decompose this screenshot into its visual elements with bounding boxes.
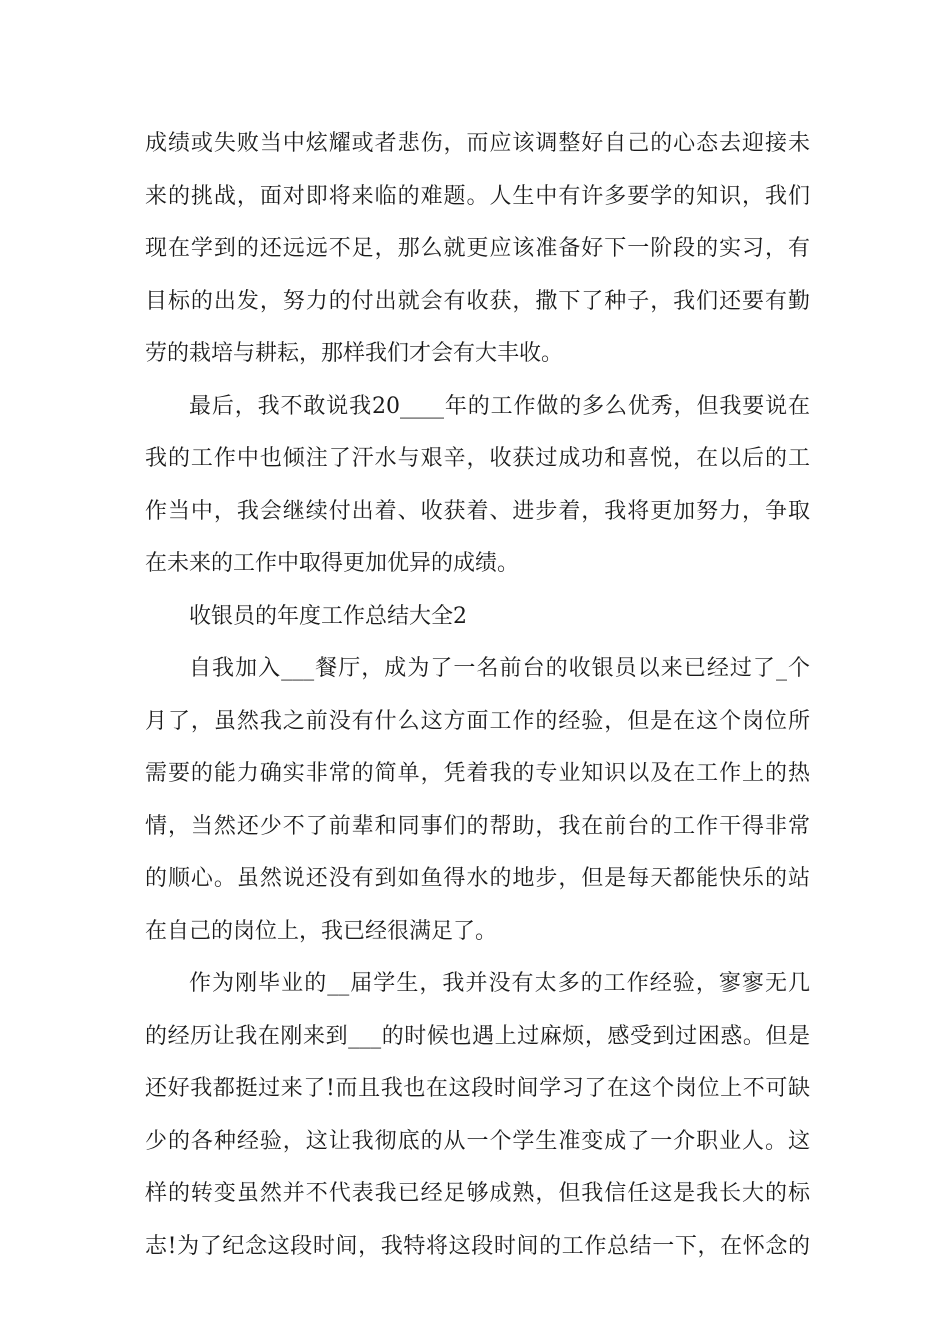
text-line: 我的工作中也倾注了汗水与艰辛，收获过成功和喜悦，在以后的工 — [145, 446, 810, 471]
text-line: 在自己的岗位上，我已经很满足了。 — [145, 918, 498, 944]
text-line: 还好我都挺过来了!而且我也在这段时间学习了在这个岗位上不可缺 — [145, 1076, 810, 1101]
text-line: 来的挑战，面对即将来临的难题。人生中有许多要学的知识，我们 — [145, 183, 810, 209]
text-line: 样的转变虽然并不代表我已经足够成熟，但我信任这是我长大的标 — [145, 1181, 810, 1206]
text-line: 情，当然还少不了前辈和同事们的帮助，我在前台的工作干得非常 — [145, 813, 810, 839]
document-body — [145, 125, 810, 1280]
text-line: 成绩或失败当中炫耀或者悲伤，而应该调整好自己的心态去迎接未 — [145, 131, 810, 156]
text-line: 劳的栽培与耕耘，那样我们才会有大丰收。 — [145, 341, 564, 366]
text-line: 少的各种经验，这让我彻底的从一个学生准变成了一介职业人。这 — [145, 1128, 810, 1154]
text-line: 的经历让我在刚来到___的时候也遇上过麻烦，感受到过困惑。但是 — [145, 1023, 810, 1049]
text-line: 的顺心。虽然说还没有到如鱼得水的地步，但是每天都能快乐的站 — [145, 866, 810, 891]
text-line: 志!为了纪念这段时间，我特将这段时间的工作总结一下，在怀念的 — [145, 1233, 810, 1259]
text-line: 现在学到的还远远不足，那么就更应该准备好下一阶段的实习，有 — [145, 236, 810, 261]
section-heading: 收银员的年度工作总结大全2 — [189, 603, 467, 629]
text-line: 在未来的工作中取得更加优异的成绩。 — [145, 551, 520, 576]
text-line: 作为刚毕业的__届学生，我并没有太多的工作经验，寥寥无几 — [189, 971, 810, 996]
text-line: 作当中，我会继续付出着、收获着、进步着，我将更加努力，争取 — [145, 498, 810, 524]
text-line: 最后，我不敢说我20____年的工作做的多么优秀，但我要说在 — [189, 393, 810, 419]
text-line: 需要的能力确实非常的简单，凭着我的专业知识以及在工作上的热 — [145, 761, 810, 786]
text-line: 月了，虽然我之前没有什么这方面工作的经验，但是在这个岗位所 — [145, 708, 810, 734]
text-line: 目标的出发，努力的付出就会有收获，撒下了种子，我们还要有勤 — [145, 288, 810, 314]
text-line: 自我加入___餐厅，成为了一名前台的收银员以来已经过了_个 — [189, 656, 810, 681]
